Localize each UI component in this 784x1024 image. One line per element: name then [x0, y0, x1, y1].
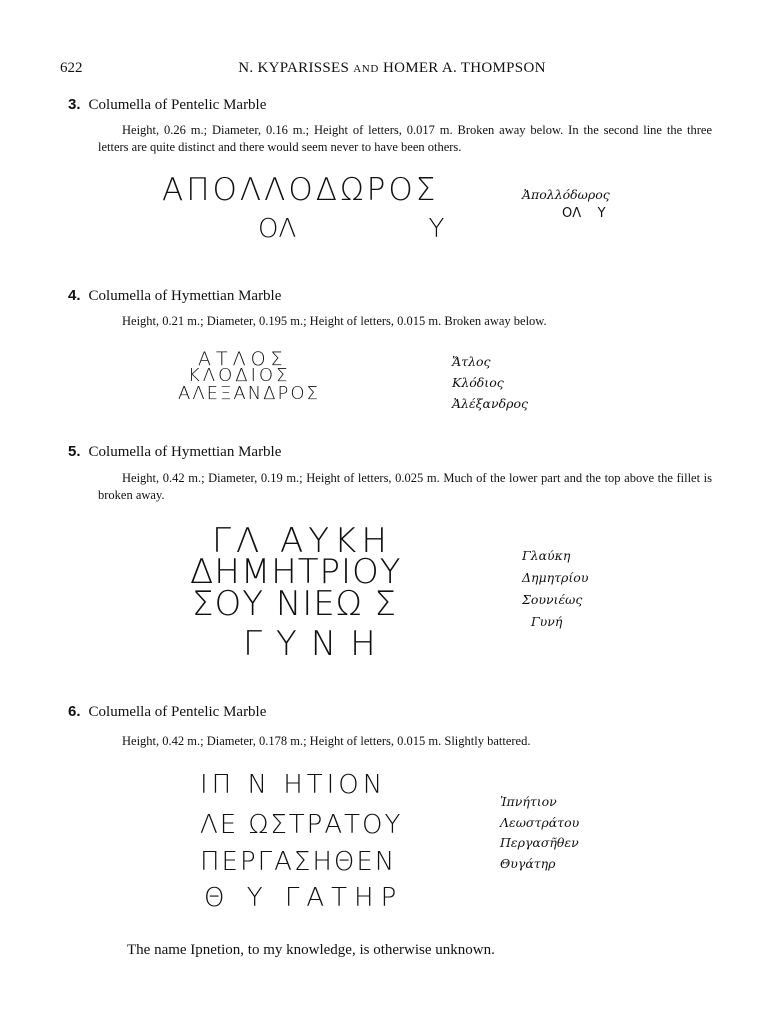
entry-3-heading [68, 96, 266, 114]
entry-4-heading [68, 287, 281, 305]
entry-3-transcription-line-2: ΟΛ Υ [562, 206, 606, 221]
page-number: 622 [60, 60, 83, 76]
entry-6-inscription-line-1: ΙΠ Ν ΗΤΙΟΝ [200, 770, 387, 800]
entry-6-number: 6. [68, 703, 81, 720]
entry-5-inscription-line-2: ΔΗΜΗΤΡΙΟΥ [190, 552, 402, 592]
entry-6-transcription-line-1: Ἰπνήτιον [500, 794, 557, 809]
entry-3-transcription-line-1: Ἀπολλόδωρος [522, 187, 610, 202]
entry-4-transcription-line-3: Ἀλέξανδρος [452, 396, 528, 411]
entry-6-inscription-line-3: ΠΕΡΓΑΣΗΘΕΝ [200, 847, 397, 877]
entry-5-inscription-line-1: ΓΛ ΑΥΚΗ [212, 521, 392, 561]
entry-3-inscription-line-1: ΑΠΟΛΛΟΔΩΡΟΣ [162, 172, 439, 208]
entry-5-number: 5. [68, 443, 81, 460]
entry-4-description: Height, 0.21 m.; Diameter, 0.195 m.; Height of letters, 0.015 m. Broken away below. [122, 314, 547, 328]
entry-5-inscription-line-4: ΓΥΝΗ [243, 624, 390, 664]
entry-6-description: Height, 0.42 m.; Diameter, 0.178 m.; Height of letters, 0.015 m. Slightly battered. [122, 734, 531, 748]
header-author-1: N. KYPARISSES [238, 60, 350, 76]
header-author-2: HOMER A. THOMPSON [382, 60, 546, 76]
entry-6-inscription-line-4: Θ Υ ΓΑΤΗΡ [204, 883, 404, 913]
entry-5-transcription-line-1: Γλαύκη [522, 548, 571, 563]
entry-4-transcription-line-2: Κλόδιος [452, 375, 504, 390]
entry-5-inscription-line-3: ΣΟΥ ΝΙΕΩ Σ [192, 584, 398, 624]
entry-6-transcription-line-3: Περγασῆθεν [500, 835, 579, 850]
entry-5-transcription-line-2: Δημητρίου [522, 570, 589, 585]
entry-4-number: 4. [68, 287, 81, 304]
entry-4-inscription-line-1: ΑΤΛΟΣ [198, 348, 288, 370]
entry-3-title: Columella of Pentelic Marble [88, 97, 267, 113]
entry-6-title: Columella of Pentelic Marble [88, 704, 267, 720]
entry-3-number: 3. [68, 96, 81, 113]
entry-3-description: Height, 0.26 m.; Diameter, 0.16 m.; Height of letters, 0.017 m. Broken away below. In the second line the three letters are quite distinct and there would seem never to have been others. [98, 123, 712, 154]
entry-6-heading [68, 703, 266, 721]
header-and: AND [353, 63, 379, 75]
entry-6-transcription-line-4: Θυγάτηρ [500, 856, 556, 871]
entry-5-transcription-line-3: Σουνιέως [522, 592, 583, 607]
running-header [0, 60, 784, 77]
entry-5-description: Height, 0.42 m.; Diameter, 0.19 m.; Height of letters, 0.025 m. Much of the lower part and the top above the fillet is broken away. [98, 471, 712, 502]
closing-remark: The name Ipnetion, to my knowledge, is otherwise unknown. [127, 942, 495, 958]
entry-5-transcription-line-4: Γυνή [531, 614, 563, 629]
entry-3-inscription-line-2: ΟΛ Υ [258, 214, 445, 244]
entry-6-transcription-line-2: Λεωστράτου [500, 815, 580, 830]
entry-4-inscription-line-3: ΑΛΕΞΑΝΔΡΟΣ [178, 383, 320, 404]
entry-4-title: Columella of Hymettian Marble [88, 288, 282, 304]
entry-4-inscription-line-2: ΚΛΟΔΙΟΣ [188, 365, 291, 386]
entry-4-transcription-line-1: Ἄτλος [452, 354, 491, 369]
entry-5-title: Columella of Hymettian Marble [88, 444, 282, 460]
entry-5-heading [68, 443, 281, 461]
entry-6-inscription-line-2: ΛΕ ΩΣΤΡΑΤΟΥ [200, 810, 403, 840]
